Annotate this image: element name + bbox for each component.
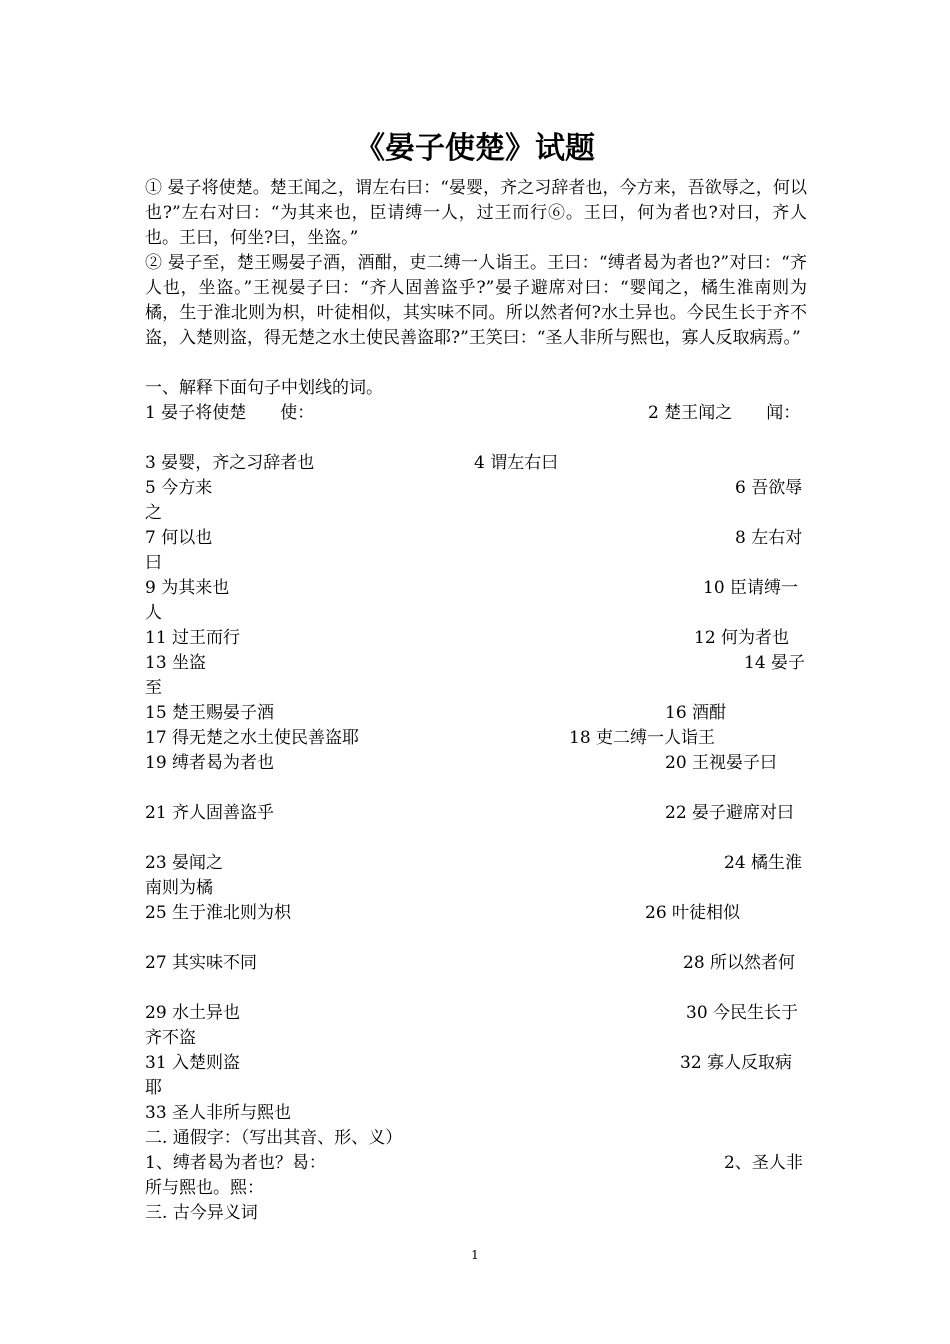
question-text: 晏子 — [771, 653, 806, 673]
question-text-continued: 人 — [145, 603, 162, 623]
question-item — [145, 1051, 240, 1076]
question-number: 12 — [694, 628, 716, 648]
question-number: 21 — [145, 803, 167, 823]
question-item — [645, 901, 740, 926]
question-continuation — [145, 1026, 807, 1051]
question-text: 所以然者何 — [710, 953, 796, 973]
question-continuation — [145, 601, 807, 626]
question-row — [145, 726, 807, 751]
question-text: 吾欲辱 — [751, 478, 803, 498]
question-item — [145, 526, 212, 551]
question-number: 33 — [145, 1103, 167, 1123]
page-number: 1 — [471, 1248, 479, 1262]
question-row — [145, 651, 807, 676]
question-row — [145, 701, 807, 726]
question-number: 26 — [645, 903, 667, 923]
question-continuation — [145, 1176, 807, 1201]
question-item — [145, 476, 212, 501]
question-item — [665, 751, 777, 776]
passage-paragraph-2: ② 晏子至，楚王赐晏子酒，酒酣，吏二缚一人诣王。王曰：“缚者曷为者也?”对曰：“齐人也，坐盗。”王视晏子曰：“齐人固善盗乎?”晏子避席对曰：“婴闻之，橘生淮南则为橘，生于淮北则为枳，叶徒相似，其实味不同。所以然者何?水土异也。今民生长于齐不盗，入楚则盗，得无楚之水土使民善盗耶?”王笑曰：“圣人非所与熙也，寡人反取病焉。” — [145, 253, 807, 348]
question-item — [724, 851, 802, 876]
question-text-continued: 曰 — [145, 553, 162, 573]
question-text: 得无楚之水土使民善盗耶 — [172, 728, 360, 748]
question-number: 23 — [145, 853, 167, 873]
question-text: 坐盗 — [172, 653, 207, 673]
question-row — [145, 1001, 807, 1026]
question-number: 17 — [145, 728, 167, 748]
question-number: 13 — [145, 653, 167, 673]
question-continuation — [145, 676, 807, 701]
question-text: 过王而行 — [172, 628, 241, 648]
question-number: 31 — [145, 1053, 167, 1073]
question-text: 水土异也 — [172, 1003, 241, 1023]
question-continuation — [145, 1076, 807, 1101]
question-item — [665, 801, 794, 826]
question-item — [145, 901, 291, 926]
question-item — [694, 626, 789, 651]
question-number: 8 — [735, 528, 746, 548]
question-item — [145, 1101, 291, 1126]
question-item — [569, 726, 715, 751]
question-number: 28 — [683, 953, 705, 973]
question-number: 9 — [145, 578, 156, 598]
question-text: 王视晏子曰 — [692, 753, 778, 773]
question-item — [145, 651, 206, 676]
question-text: 左右对 — [751, 528, 803, 548]
question-row — [145, 751, 807, 776]
question-text: 缚者曷为者也 — [172, 753, 275, 773]
question-row — [145, 901, 807, 926]
question-continuation — [145, 876, 807, 901]
section-heading-text: 三. 古今异义词 — [145, 1203, 258, 1223]
question-row — [145, 801, 807, 826]
question-row — [145, 1151, 807, 1176]
question-number: 19 — [145, 753, 167, 773]
question-number: 5 — [145, 478, 156, 498]
passage-paragraph-1: ① 晏子将使楚。楚王闻之，谓左右曰：“晏婴，齐之习辞者也，今方来，吾欲辱之，何以也?”左右对曰：“为其来也，臣请缚一人，过王而行⑥。王曰，何为者也?对曰，齐人也。王曰，何坐?曰，坐盗。” — [145, 178, 807, 248]
section-heading-3 — [145, 1201, 807, 1226]
question-2: 2 楚王闻之 闻： — [648, 403, 801, 423]
question-item — [145, 701, 274, 726]
section-heading-text: 二. 通假字：（写出其音、形、义） — [145, 1128, 403, 1148]
question-item — [145, 951, 257, 976]
question-item — [735, 526, 802, 551]
question-number: 20 — [665, 753, 687, 773]
question-row — [145, 851, 807, 876]
question-number: 15 — [145, 703, 167, 723]
question-number: 25 — [145, 903, 167, 923]
question-number: 18 — [569, 728, 591, 748]
question-text: 臣请缚一 — [730, 578, 799, 598]
question-item — [683, 951, 795, 976]
question-text: 橘生淮 — [751, 853, 803, 873]
question-text: 晏子避席对曰 — [692, 803, 795, 823]
question-text: 其实味不同 — [172, 953, 258, 973]
section-heading-2 — [145, 1126, 807, 1151]
question-item — [703, 576, 798, 601]
question-row — [145, 401, 807, 426]
question-text-continued: 至 — [145, 678, 162, 698]
question-item — [145, 751, 274, 776]
question-number: 4 — [474, 453, 485, 473]
question-text: 楚王赐晏子酒 — [172, 703, 275, 723]
question-continuation — [145, 501, 807, 526]
question-text: 何为者也 — [721, 628, 790, 648]
question-text: 今民生长于 — [713, 1003, 799, 1023]
question-text: 吏二缚一人诣王 — [596, 728, 716, 748]
question-text: 生于淮北则为枳 — [172, 903, 292, 923]
tongjia-question-2: 2、圣人非 — [724, 1153, 803, 1173]
question-text-continued: 齐不盗 — [145, 1028, 196, 1048]
question-row — [145, 1051, 807, 1076]
question-1: 1 晏子将使楚 使： — [145, 403, 315, 423]
question-row — [145, 476, 807, 501]
question-number: 32 — [680, 1053, 702, 1073]
section-heading-text: 一、解释下面句子中划线的词。 — [145, 378, 383, 398]
question-row — [145, 576, 807, 601]
question-text: 晏婴，齐之习辞者也 — [161, 453, 315, 473]
question-number: 10 — [703, 578, 725, 598]
question-text: 齐人固善盗乎 — [172, 803, 275, 823]
question-continuation — [145, 551, 807, 576]
question-number: 11 — [145, 628, 167, 648]
question-item — [680, 1051, 792, 1076]
question-item — [744, 651, 805, 676]
question-text-continued: 耶 — [145, 1078, 162, 1098]
question-item — [145, 626, 240, 651]
question-row — [145, 526, 807, 551]
document-title: 《晏子使楚》试题 — [355, 131, 595, 166]
question-item — [474, 451, 558, 476]
question-item — [665, 701, 726, 726]
question-text-continued: 之 — [145, 503, 162, 523]
tongjia-question-2-continued: 所与熙也。熙： — [145, 1178, 264, 1198]
question-item — [145, 726, 359, 751]
question-row — [145, 1101, 807, 1126]
question-text: 谓左右曰 — [490, 453, 559, 473]
question-text: 圣人非所与熙也 — [172, 1103, 292, 1123]
question-text: 寡人反取病 — [707, 1053, 793, 1073]
question-text: 酒酣 — [692, 703, 727, 723]
question-item — [686, 1001, 798, 1026]
question-item — [145, 576, 229, 601]
question-text-continued: 南则为橘 — [145, 878, 213, 898]
question-number: 29 — [145, 1003, 167, 1023]
question-number: 22 — [665, 803, 687, 823]
question-item — [145, 851, 223, 876]
section-heading-1 — [145, 376, 807, 401]
question-text: 晏闻之 — [172, 853, 224, 873]
question-number: 14 — [744, 653, 766, 673]
question-number: 16 — [665, 703, 687, 723]
question-text: 为其来也 — [161, 578, 230, 598]
question-number: 6 — [735, 478, 746, 498]
question-number: 24 — [724, 853, 746, 873]
question-item — [145, 801, 274, 826]
question-number: 27 — [145, 953, 167, 973]
question-text: 入楚则盗 — [172, 1053, 241, 1073]
question-text: 今方来 — [161, 478, 213, 498]
question-number: 3 — [145, 453, 156, 473]
question-row — [145, 451, 807, 476]
question-item — [735, 476, 802, 501]
question-row — [145, 951, 807, 976]
tongjia-question-1: 1、缚者曷为者也？曷： — [145, 1153, 326, 1173]
question-text: 何以也 — [161, 528, 213, 548]
question-number: 30 — [686, 1003, 708, 1023]
question-item — [145, 1001, 240, 1026]
question-text: 叶徒相似 — [672, 903, 741, 923]
question-row — [145, 626, 807, 651]
question-item — [145, 451, 314, 476]
question-number: 7 — [145, 528, 156, 548]
